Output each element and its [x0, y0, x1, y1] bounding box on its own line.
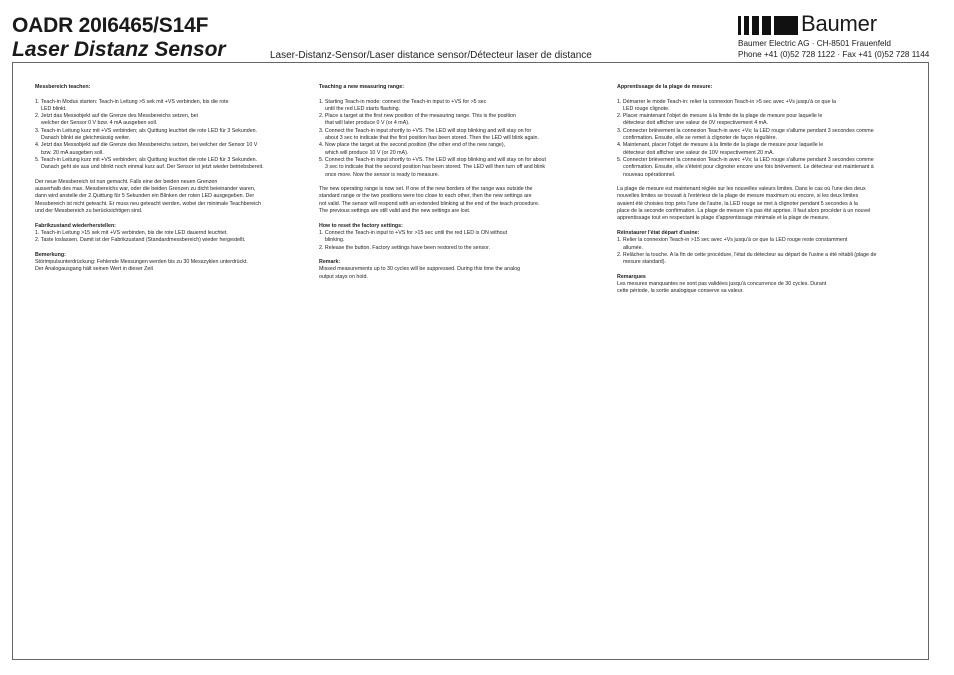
english-column [319, 84, 591, 281]
baumer-logo-icon [738, 16, 798, 35]
step-line: 4. Now place the target at the second position (the other end of the new range), [319, 142, 506, 149]
section-heading: Réinstaurer l'état départ d'usine: [617, 229, 700, 236]
paragraph-line: La plage de mesure est maintenant réglée sur les nouvelles valeurs limites. Dans le cas où l'une des deux [617, 186, 866, 193]
step-line: mesure standard). [623, 259, 666, 266]
paragraph-line: nouvelles limites se trouvait à l'extérieur de la plage de mesure maximum ou encore, si les deux limites [617, 193, 859, 200]
paragraph-line: avaient été choisies trop près l'une de l'autre, la LED rouge se met à clignoter pendant 5 secondes à la [617, 200, 858, 207]
step-line: 1. Démarrer le mode Teach-in: relier la connexion Teach-in >5 sec avec +Vs jusqu'à ce que la [617, 98, 836, 105]
step-line: Danach geht sie aus und blinkt noch einmal kurz auf. Der Sensor ist jetzt wieder betriebsbereit. [41, 164, 264, 171]
paragraph-line: Störimpulsunterdrückung: Fehlende Messungen werden bis zu 30 Messzyklen unterdrückt. [35, 259, 248, 266]
paragraph-line: und der Messbereich zu berücksichtigen sind. [35, 208, 143, 215]
step-line: 1. Teach-in Leitung >15 sek mit +VS verbinden, bis die rote LED dauernd leuchtet. [35, 229, 228, 236]
step-line: Danach blinkt sie gleichmässig weiter. [41, 135, 131, 142]
german-column [35, 84, 303, 274]
company-address: Baumer Electric AG · CH-8501 Frauenfeld [738, 39, 891, 48]
section-heading: Apprentissage de la plage de mesure: [617, 84, 713, 90]
paragraph-line: place de la seconde confirmation. La plage de mesure n'a pas été apprise. Il faut alors procéder à un nouvel [617, 208, 871, 215]
product-subtitle: Laser-Distanz-Sensor/Laser distance sensor/Détecteur laser de distance [270, 50, 592, 61]
step-line: which will produce 10 V (or 20 mA). [325, 149, 409, 156]
section-heading: Fabrikzustand wiederherstellen: [35, 222, 116, 229]
section-heading: How to reset the factory settings: [319, 222, 403, 229]
step-line: 2. Place a target at the first new position of the measuring range. This is the position [319, 113, 516, 120]
paragraph-line: Missed measurements up to 30 cycles will be suppressed. During this time the analog [319, 266, 521, 273]
step-line: 2. Relâcher la touche. A la fin de cette procédure, l'état du détecteur au départ de l'usine a été rétabli (plage de [617, 251, 877, 258]
paragraph-line: standard range or the two positions were too close to each other, then the new settings are [319, 193, 532, 200]
step-line: nouveau opérationnel. [623, 171, 676, 178]
step-line: 3 sec to indicate that the second position has been stored. The LED will then turn off and blink [325, 164, 546, 171]
step-line: 2. Release the button. Factory settings have been restored to the sensor. [319, 244, 491, 251]
paragraph-line: The new operating range is now set. If one of the new borders of the range was outside the [319, 186, 533, 193]
step-line: confirmation. Ensuite, elle se remet à clignoter de façon régulière. [623, 135, 777, 142]
paragraph-line: cette période, la sortie analogique conserve sa valeur. [617, 288, 744, 295]
paragraph-line: ausserhalb des max. Messbereichs war, oder die beiden Grenzen zu dicht beieinander waren, [35, 186, 256, 193]
step-line: 4. Jetzt das Messobjekt auf die Grenze des Messbereichs setzen, bei welcher der Sensor 10 V [35, 142, 258, 149]
step-line: LED rouge clignote. [623, 105, 670, 112]
step-line: LED blinkt. [41, 105, 67, 112]
paragraph-line: dann wird anstelle der 2.Quittung für 5 Sekunden ein Blinken der roten LED ausgegeben. Der [35, 193, 255, 200]
step-line: détecteur doit afficher une valeur de 0V respectivement 4 mA. [623, 120, 769, 127]
section-heading: Bemerkung: [35, 251, 66, 258]
step-line: allumée. [623, 244, 644, 251]
step-line: bzw. 20 mA ausgeben soll. [41, 149, 104, 156]
step-line: once more. Now the sensor is ready to measure. [325, 171, 440, 178]
step-line: 3. Connecter brièvement la connexion Teach-in avec +Vs; la LED rouge s'allume pendant 3 secondes comme [617, 127, 874, 134]
paragraph-line: output stays on hold. [319, 273, 368, 280]
step-line: welcher der Sensor 0 V bzw. 4 mA ausgeben soll. [41, 120, 158, 127]
step-line: 2. Taste loslassen. Damit ist der Fabrikzustand (Standardmessbereich) wieder hergestellt. [35, 237, 246, 244]
step-line: blinking. [325, 237, 345, 244]
step-line: about 3 sec to indicate that the first position has been stored. Then the LED will blink again. [325, 135, 539, 142]
step-line: 5. Connect the Teach-in input shortly to +VS. The LED will stop blinking and will stay on for about [319, 156, 546, 163]
paragraph-line: Der neue Messbereich ist nun gemacht. Falls eine der beiden neuen Grenzen [35, 178, 218, 185]
step-line: 1. Teach-in Modus starten: Teach-in Leitung >5 sek mit +VS verbinden, bis die rote [35, 98, 229, 105]
brand-name: Baumer [801, 11, 877, 36]
contact-phone: Phone +41 (0)52 728 1122 · Fax +41 (0)52 728 1144 [738, 50, 930, 59]
step-line: 3. Teach-in Leitung kurz mit +VS verbinden; als Quittung leuchtet die rote LED für 3 Sekunden. [35, 127, 258, 134]
step-line: 1. Connect the Teach-in input to +VS for >15 sec until the red LED is ON without [319, 229, 508, 236]
model-title: OADR 20I6465/S14F [12, 14, 209, 37]
step-line: until the red LED starts flashing. [325, 105, 401, 112]
step-line: that will later produce 0 V (or 4 mA). [325, 120, 410, 127]
step-line: 3. Connect the Teach-in input shortly to +VS. The LED will stop blinking and will stay on for [319, 127, 532, 134]
french-column [617, 84, 919, 296]
product-title: Laser Distanz Sensor [12, 38, 226, 61]
step-line: 4. Maintenant, placer l'objet de mesure à la limite de la plage de mesure pour laquelle le [617, 142, 824, 149]
section-heading: Remark: [319, 259, 341, 266]
section-heading: Remarques [617, 273, 646, 280]
paragraph-line: Messbereich ist nicht geteacht. Er muss neu geteacht werden, wobei der minimale Teachbereich [35, 200, 262, 207]
step-line: 1. Starting Teach-in mode: connect the Teach-in input to +VS for >5 sec [319, 98, 487, 105]
step-line: 2. Jetzt das Messobjekt auf die Grenze des Messbereichs setzen, bei [35, 113, 198, 120]
paragraph-line: apprentissage tout en respectant la plage d'apprentissage minimale et la plage de mesure. [617, 215, 830, 222]
paragraph-line: not valid. The sensor will respond with an extended blinking at the end of the teach procedure. [319, 200, 540, 207]
step-line: 1. Relier la connexion Teach-in >15 sec avec +Vs jusqu'à ce que la LED rouge reste constamment [617, 237, 848, 244]
step-line: 5. Teach-in Leitung kurz mit +VS verbinden; als Quittung leuchtet die rote LED für 3 Sekunden. [35, 156, 258, 163]
step-line: confirmation. Ensuite, elle s'éteint pour clignoter encore une fois brièvement. Le détecteur est maintenant à [623, 164, 874, 171]
step-line: détecteur doit afficher une valeur de 10V respectivement 20 mA. [623, 149, 774, 156]
paragraph-line: The previous settings are still valid and the new settings are lost. [319, 208, 471, 215]
paragraph-line: Der Analogausgang hält seinen Wert in dieser Zeit [35, 266, 153, 273]
step-line: 5. Connecter brièvement la connexion Teach-in avec +Vs; la LED rouge s'allume pendant 3 secondes comme [617, 156, 874, 163]
step-line: 2. Placer maintenant l'objet de mesure à la limite de la plage de mesure pour laquelle le [617, 113, 823, 120]
paragraph-line: Les mesures manquantes ne sont pas validées jusqu'à concurrence de 30 cycles. Durant [617, 281, 827, 288]
section-heading: Messbereich teachen: [35, 84, 91, 90]
section-heading: Teaching a new measuring range: [319, 84, 404, 90]
